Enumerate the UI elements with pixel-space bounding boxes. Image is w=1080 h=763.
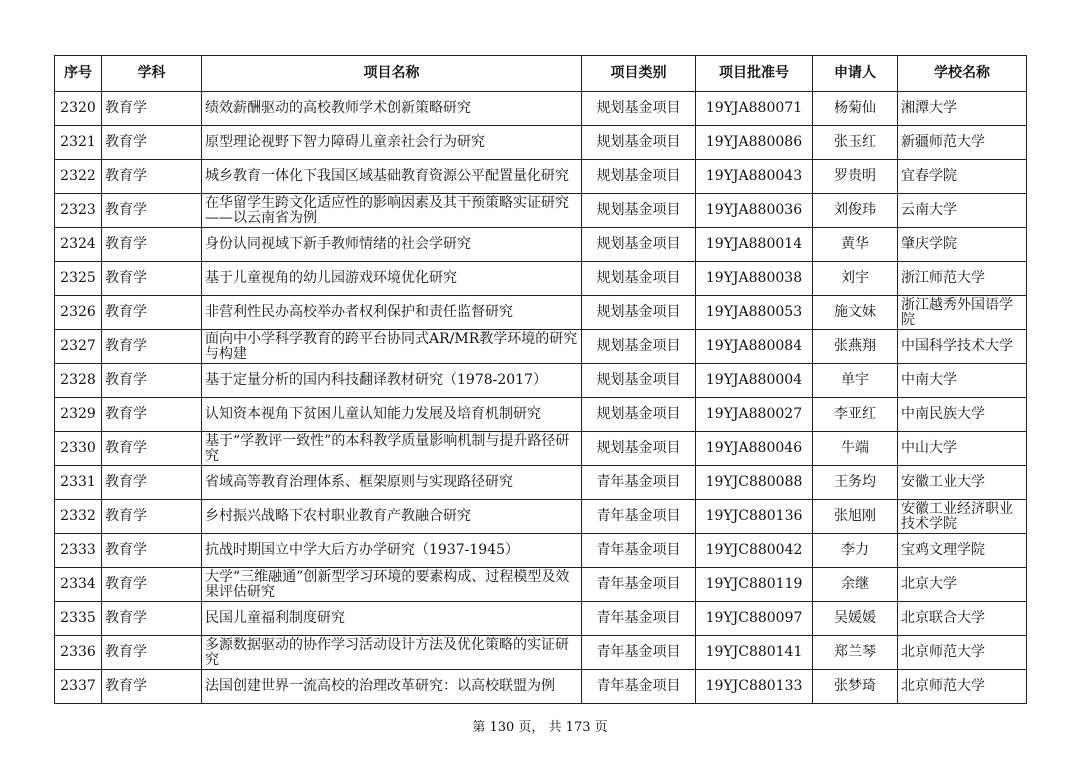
cell-approval-number: 19YJA880027 (696, 398, 813, 432)
cell-applicant: 张玉红 (813, 126, 898, 160)
cell-subject: 教育学 (102, 92, 202, 126)
cell-subject: 教育学 (102, 364, 202, 398)
cell-applicant: 李亚红 (813, 398, 898, 432)
cell-project-category: 规划基金项目 (582, 432, 696, 466)
header-project-category: 项目类别 (582, 56, 696, 92)
table-header-row (55, 56, 1027, 92)
cell-index: 2331 (55, 466, 102, 500)
cell-applicant: 施文妹 (813, 296, 898, 330)
cell-school-name: 安徽工业经济职业技术学院 (898, 500, 1027, 534)
cell-project-name: 乡村振兴战略下农村职业教育产教融合研究 (202, 500, 582, 534)
cell-applicant: 张燕翔 (813, 330, 898, 364)
cell-index: 2334 (55, 568, 102, 602)
cell-index: 2327 (55, 330, 102, 364)
cell-approval-number: 19YJA880053 (696, 296, 813, 330)
cell-approval-number: 19YJA880086 (696, 126, 813, 160)
table-row (55, 466, 1027, 500)
table-row (55, 602, 1027, 636)
cell-subject: 教育学 (102, 636, 202, 670)
header-index: 序号 (55, 56, 102, 92)
cell-index: 2326 (55, 296, 102, 330)
cell-project-category: 规划基金项目 (582, 398, 696, 432)
table-row (55, 398, 1027, 432)
cell-approval-number: 19YJC880097 (696, 602, 813, 636)
cell-project-name: 民国儿童福利制度研究 (202, 602, 582, 636)
project-table (54, 55, 1027, 704)
cell-project-category: 青年基金项目 (582, 670, 696, 704)
cell-approval-number: 19YJC880133 (696, 670, 813, 704)
cell-project-name: 原型理论视野下智力障碍儿童亲社会行为研究 (202, 126, 582, 160)
table-row (55, 534, 1027, 568)
cell-school-name: 肇庆学院 (898, 228, 1027, 262)
cell-index: 2325 (55, 262, 102, 296)
cell-school-name: 北京师范大学 (898, 670, 1027, 704)
cell-project-category: 规划基金项目 (582, 194, 696, 228)
table-row (55, 432, 1027, 466)
cell-subject: 教育学 (102, 126, 202, 160)
cell-project-category: 青年基金项目 (582, 602, 696, 636)
cell-project-category: 青年基金项目 (582, 534, 696, 568)
table-row (55, 364, 1027, 398)
cell-subject: 教育学 (102, 534, 202, 568)
cell-applicant: 刘俊玮 (813, 194, 898, 228)
cell-subject: 教育学 (102, 568, 202, 602)
table-row (55, 636, 1027, 670)
cell-index: 2324 (55, 228, 102, 262)
cell-subject: 教育学 (102, 398, 202, 432)
cell-applicant: 牛端 (813, 432, 898, 466)
cell-school-name: 中南大学 (898, 364, 1027, 398)
cell-project-name: 非营利性民办高校举办者权利保护和责任监督研究 (202, 296, 582, 330)
cell-project-name: 基于定量分析的国内科技翻译教材研究（1978-2017） (202, 364, 582, 398)
cell-school-name: 中山大学 (898, 432, 1027, 466)
cell-project-name: 城乡教育一体化下我国区域基础教育资源公平配置量化研究 (202, 160, 582, 194)
cell-index: 2323 (55, 194, 102, 228)
cell-applicant: 单宇 (813, 364, 898, 398)
cell-index: 2328 (55, 364, 102, 398)
cell-subject: 教育学 (102, 160, 202, 194)
cell-applicant: 郑兰琴 (813, 636, 898, 670)
header-subject: 学科 (102, 56, 202, 92)
cell-approval-number: 19YJA880084 (696, 330, 813, 364)
header-school-name: 学校名称 (898, 56, 1027, 92)
cell-index: 2337 (55, 670, 102, 704)
cell-subject: 教育学 (102, 670, 202, 704)
cell-project-name: 认知资本视角下贫困儿童认知能力发展及培育机制研究 (202, 398, 582, 432)
cell-project-category: 规划基金项目 (582, 126, 696, 160)
cell-project-category: 规划基金项目 (582, 330, 696, 364)
cell-applicant: 李力 (813, 534, 898, 568)
table-row (55, 670, 1027, 704)
cell-applicant: 黄华 (813, 228, 898, 262)
cell-subject: 教育学 (102, 500, 202, 534)
cell-approval-number: 19YJC880141 (696, 636, 813, 670)
cell-project-category: 青年基金项目 (582, 500, 696, 534)
cell-school-name: 浙江越秀外国语学院 (898, 296, 1027, 330)
cell-project-category: 青年基金项目 (582, 466, 696, 500)
table-row (55, 262, 1027, 296)
cell-index: 2322 (55, 160, 102, 194)
cell-index: 2336 (55, 636, 102, 670)
cell-applicant: 吴媛媛 (813, 602, 898, 636)
cell-school-name: 宝鸡文理学院 (898, 534, 1027, 568)
cell-project-name: 身份认同视域下新手教师情绪的社会学研究 (202, 228, 582, 262)
cell-subject: 教育学 (102, 228, 202, 262)
cell-school-name: 中南民族大学 (898, 398, 1027, 432)
cell-applicant: 王务均 (813, 466, 898, 500)
cell-approval-number: 19YJA880043 (696, 160, 813, 194)
cell-applicant: 杨菊仙 (813, 92, 898, 126)
cell-applicant: 罗贵明 (813, 160, 898, 194)
cell-index: 2330 (55, 432, 102, 466)
header-approval-number: 项目批准号 (696, 56, 813, 92)
cell-approval-number: 19YJC880042 (696, 534, 813, 568)
cell-school-name: 湘潭大学 (898, 92, 1027, 126)
cell-school-name: 北京联合大学 (898, 602, 1027, 636)
cell-school-name: 北京师范大学 (898, 636, 1027, 670)
cell-project-name: 大学“三维融通”创新型学习环境的要素构成、过程模型及效果评估研究 (202, 568, 582, 602)
cell-project-category: 规划基金项目 (582, 228, 696, 262)
page-footer: 第 130 页， 共 173 页 (472, 720, 608, 735)
header-project-name: 项目名称 (202, 56, 582, 92)
table-row (55, 194, 1027, 228)
cell-project-category: 青年基金项目 (582, 568, 696, 602)
cell-approval-number: 19YJC880088 (696, 466, 813, 500)
cell-project-name: 省域高等教育治理体系、框架原则与实现路径研究 (202, 466, 582, 500)
cell-index: 2320 (55, 92, 102, 126)
cell-project-category: 规划基金项目 (582, 92, 696, 126)
cell-school-name: 新疆师范大学 (898, 126, 1027, 160)
cell-school-name: 中国科学技术大学 (898, 330, 1027, 364)
table-row (55, 296, 1027, 330)
cell-applicant: 余继 (813, 568, 898, 602)
cell-school-name: 安徽工业大学 (898, 466, 1027, 500)
cell-approval-number: 19YJA880038 (696, 262, 813, 296)
cell-project-name: 面向中小学科学教育的跨平台协同式AR/MR教学环境的研究与构建 (202, 330, 582, 364)
cell-subject: 教育学 (102, 432, 202, 466)
cell-subject: 教育学 (102, 262, 202, 296)
cell-applicant: 张旭刚 (813, 500, 898, 534)
cell-approval-number: 19YJC880136 (696, 500, 813, 534)
cell-subject: 教育学 (102, 602, 202, 636)
table-row (55, 160, 1027, 194)
cell-index: 2335 (55, 602, 102, 636)
cell-subject: 教育学 (102, 466, 202, 500)
cell-project-name: 基于儿童视角的幼儿园游戏环境优化研究 (202, 262, 582, 296)
cell-approval-number: 19YJA880071 (696, 92, 813, 126)
cell-approval-number: 19YJA880004 (696, 364, 813, 398)
cell-project-category: 规划基金项目 (582, 364, 696, 398)
cell-index: 2333 (55, 534, 102, 568)
cell-school-name: 浙江师范大学 (898, 262, 1027, 296)
cell-project-name: 法国创建世界一流高校的治理改革研究：以高校联盟为例 (202, 670, 582, 704)
cell-approval-number: 19YJA880014 (696, 228, 813, 262)
cell-project-category: 规划基金项目 (582, 262, 696, 296)
table-row (55, 126, 1027, 160)
cell-school-name: 宜春学院 (898, 160, 1027, 194)
cell-subject: 教育学 (102, 330, 202, 364)
cell-applicant: 刘宇 (813, 262, 898, 296)
cell-project-category: 规划基金项目 (582, 160, 696, 194)
table-row (55, 92, 1027, 126)
cell-school-name: 云南大学 (898, 194, 1027, 228)
cell-index: 2332 (55, 500, 102, 534)
cell-approval-number: 19YJA880046 (696, 432, 813, 466)
cell-project-name: 在华留学生跨文化适应性的影响因素及其干预策略实证研究——以云南省为例 (202, 194, 582, 228)
cell-index: 2321 (55, 126, 102, 160)
cell-project-name: 绩效薪酬驱动的高校教师学术创新策略研究 (202, 92, 582, 126)
table-row (55, 500, 1027, 534)
cell-project-name: 基于“学教评一致性”的本科教学质量影响机制与提升路径研究 (202, 432, 582, 466)
cell-project-name: 多源数据驱动的协作学习活动设计方法及优化策略的实证研究 (202, 636, 582, 670)
cell-project-category: 青年基金项目 (582, 636, 696, 670)
table-row (55, 568, 1027, 602)
cell-index: 2329 (55, 398, 102, 432)
cell-approval-number: 19YJC880119 (696, 568, 813, 602)
cell-subject: 教育学 (102, 296, 202, 330)
cell-applicant: 张梦琦 (813, 670, 898, 704)
cell-approval-number: 19YJA880036 (696, 194, 813, 228)
header-applicant: 申请人 (813, 56, 898, 92)
cell-project-category: 规划基金项目 (582, 296, 696, 330)
table-row (55, 228, 1027, 262)
cell-subject: 教育学 (102, 194, 202, 228)
cell-school-name: 北京大学 (898, 568, 1027, 602)
cell-project-name: 抗战时期国立中学大后方办学研究（1937-1945） (202, 534, 582, 568)
table-row (55, 330, 1027, 364)
